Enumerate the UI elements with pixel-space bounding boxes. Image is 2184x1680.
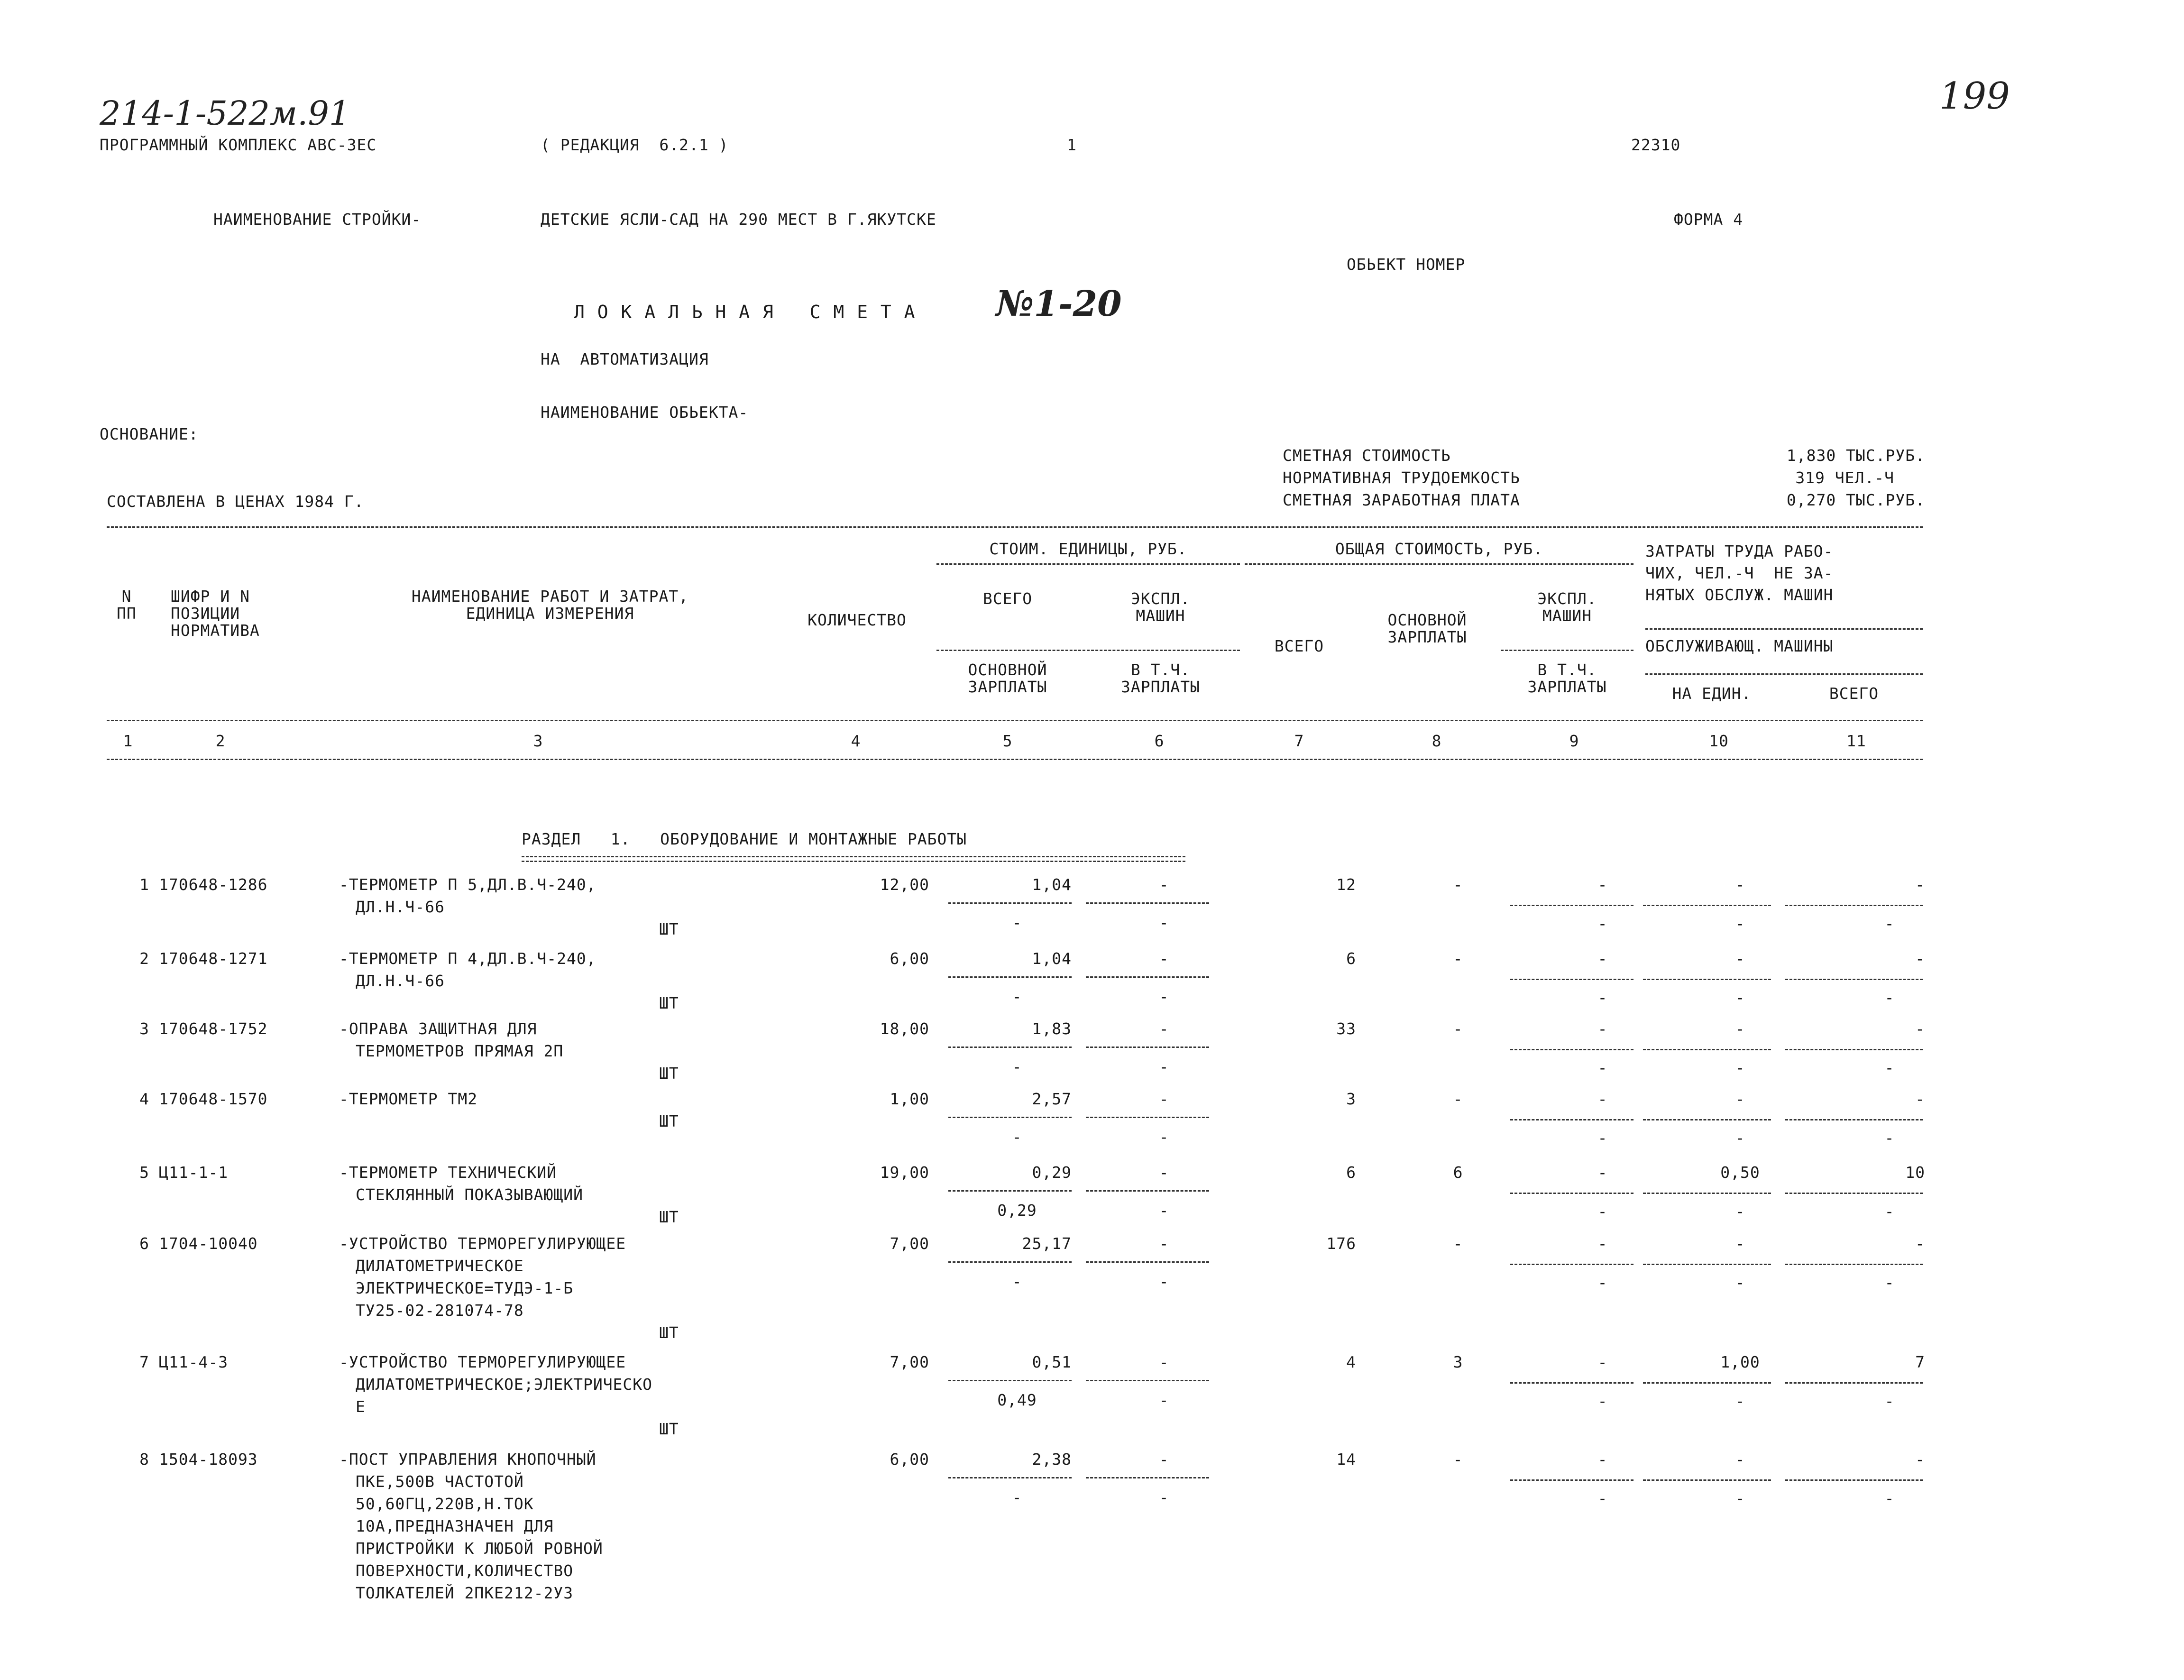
document-title: Л О К А Л Ь Н А Я С М Е Т А: [574, 302, 916, 322]
program-name: ПРОГРАММНЫЙ КОМПЛЕКС АВС-3ЕС: [100, 136, 377, 154]
row-unit: ШТ: [659, 994, 679, 1012]
row-unit-cost: 2,38: [1032, 1450, 1072, 1469]
row-total: 176: [1326, 1234, 1356, 1253]
row-unit: ШТ: [659, 1064, 679, 1083]
row-unit-incl-wage: -: [1159, 1201, 1169, 1220]
row-labor-unit-rule: [1643, 905, 1771, 906]
row-unit-base-wage: -: [1012, 1128, 1022, 1146]
row-total-incl-wage: -: [1597, 914, 1608, 933]
row-total-machines: -: [1597, 1234, 1608, 1253]
row-total: 4: [1346, 1353, 1356, 1371]
row-machines-rule: [1086, 976, 1209, 978]
row-machines-total-rule: [1510, 1479, 1633, 1481]
row-unit-machines: -: [1159, 1234, 1169, 1253]
row-labor-total: -: [1915, 875, 1925, 894]
object-name-label: НАИМЕНОВАНИЕ ОБЬЕКТА-: [541, 403, 749, 422]
row-name-line: -ПОСТ УПРАВЛЕНИЯ КНОПОЧНЫЙ: [339, 1450, 596, 1469]
row-unit-incl-wage: -: [1159, 1488, 1169, 1506]
column-number-7: 7: [1294, 732, 1304, 750]
row-labor-unit: -: [1735, 875, 1745, 894]
row-labor-unit: -: [1735, 949, 1745, 968]
total-incl-wage-line1: В Т.Ч.: [1537, 661, 1597, 679]
row-unit-incl-wage: -: [1159, 987, 1169, 1006]
total-machines-rule: [1501, 650, 1633, 651]
column-number-11: 11: [1846, 732, 1866, 750]
row-machines-rule: [1086, 1117, 1209, 1118]
row-cost-rule: [948, 976, 1072, 978]
row-code: 170648-1752: [159, 1019, 268, 1038]
row-total: 33: [1336, 1019, 1356, 1038]
unit-sub-rule: [936, 650, 1240, 651]
column-number-8: 8: [1432, 732, 1442, 750]
row-labor-total: -: [1915, 1450, 1925, 1469]
row-unit: ШТ: [659, 1112, 679, 1130]
total-incl-wage-line2: ЗАРПЛАТЫ: [1527, 678, 1607, 696]
row-name-line: СТЕКЛЯННЫЙ ПОКАЗЫВАЮЩИЙ: [356, 1185, 583, 1204]
handwritten-page-number: 199: [1939, 75, 2010, 118]
row-cost-rule: [948, 1190, 1072, 1192]
row-quantity: 6,00: [890, 949, 929, 968]
unit-incl-wage-line2: ЗАРПЛАТЫ: [1121, 678, 1200, 696]
row-name-line: -ТЕРМОМЕТР П 5,ДЛ.В.Ч-240,: [339, 875, 596, 894]
col-number-label: N: [121, 587, 132, 606]
row-code: 1704-10040: [159, 1234, 258, 1253]
row-name-line: -ТЕРМОМЕТР П 4,ДЛ.В.Ч-240,: [339, 949, 596, 968]
row-machines-total-rule: [1510, 1049, 1633, 1050]
row-machines-total-rule: [1510, 979, 1633, 980]
summary-label-wage: СМЕТНАЯ ЗАРАБОТНАЯ ПЛАТА: [1283, 491, 1520, 509]
row-labor-unit-2: -: [1735, 988, 1745, 1007]
col-name-line2: ЕДИНИЦА ИЗМЕРЕНИЯ: [466, 604, 634, 623]
row-labor-total-rule: [1785, 1193, 1923, 1194]
total-base-wage-line1: ОСНОВНОЙ: [1387, 611, 1467, 629]
row-name-line: ДИЛАТОМЕТРИЧЕСКОЕ;ЭЛЕКТРИЧЕСКО: [356, 1375, 653, 1394]
row-labor-unit: 1,00: [1720, 1353, 1760, 1371]
row-labor-total: 10: [1905, 1163, 1925, 1182]
row-total-base-wage: -: [1453, 1019, 1463, 1038]
row-machines-total-rule: [1510, 905, 1633, 906]
row-unit-base-wage: 0,29: [997, 1201, 1037, 1220]
construction-name: ДЕТСКИЕ ЯСЛИ-САД НА 290 МЕСТ В Г.ЯКУТСКЕ: [541, 210, 936, 229]
total-machines-line1: ЭКСПЛ.: [1537, 589, 1597, 608]
row-unit-machines: -: [1159, 1353, 1169, 1371]
row-name-line: -ОПРАВА ЗАЩИТНАЯ ДЛЯ: [339, 1019, 537, 1038]
row-quantity: 19,00: [880, 1163, 929, 1182]
row-labor-unit-2: -: [1735, 1202, 1745, 1221]
row-labor-unit-rule: [1643, 1264, 1771, 1265]
row-total-incl-wage: -: [1597, 1273, 1608, 1292]
row-name-line: ДИЛАТОМЕТРИЧЕСКОЕ: [356, 1257, 524, 1275]
row-labor-total-rule: [1785, 979, 1923, 980]
row-total-incl-wage: -: [1597, 1489, 1608, 1507]
labor-rule-2: [1645, 673, 1923, 675]
labor-unit-header: НА ЕДИН.: [1672, 684, 1752, 703]
unit-total-header: ВСЕГО: [982, 589, 1033, 608]
row-code: 1504-18093: [159, 1450, 258, 1469]
unit-machines-line2: МАШИН: [1136, 606, 1185, 625]
row-labor-unit-rule: [1643, 1479, 1771, 1481]
row-labor-total-rule: [1785, 1479, 1923, 1481]
row-unit-incl-wage: -: [1159, 1272, 1169, 1291]
row-unit-cost: 1,83: [1032, 1019, 1072, 1038]
summary-label-labor: НОРМАТИВНАЯ ТРУДОЕМКОСТЬ: [1283, 468, 1520, 487]
unit-incl-wage-line1: В Т.Ч.: [1130, 661, 1191, 679]
row-unit-machines: -: [1159, 949, 1169, 968]
row-number: 2: [139, 949, 149, 968]
row-cost-rule: [948, 1117, 1072, 1118]
row-labor-total-rule: [1785, 1264, 1923, 1265]
row-number: 5: [139, 1163, 149, 1182]
row-name-line: 10А,ПРЕДНАЗНАЧЕН ДЛЯ: [356, 1517, 554, 1535]
col-quantity-header: КОЛИЧЕСТВО: [808, 611, 907, 629]
row-labor-total: -: [1915, 1090, 1925, 1108]
row-machines-total-rule: [1510, 1382, 1633, 1384]
row-name-line: ЭЛЕКТРИЧЕСКОЕ=ТУДЭ-1-Б: [356, 1279, 574, 1297]
summary-value-labor: 319 ЧЕЛ.-Ч: [1795, 468, 1894, 487]
header-rule-top: [107, 526, 1923, 528]
row-name-line: ДЛ.Н.Ч-66: [356, 972, 445, 990]
row-labor-unit-rule: [1643, 979, 1771, 980]
row-unit-base-wage: -: [1012, 987, 1022, 1006]
column-number-3: 3: [533, 732, 543, 750]
row-name-line: ТЕРМОМЕТРОВ ПРЯМАЯ 2П: [356, 1042, 564, 1060]
row-machines-rule: [1086, 1190, 1209, 1192]
row-labor-unit-rule: [1643, 1382, 1771, 1384]
row-total-incl-wage: -: [1597, 1202, 1608, 1221]
row-labor-unit-rule: [1643, 1119, 1771, 1120]
row-total-base-wage: -: [1453, 1450, 1463, 1469]
summary-label-cost: СМЕТНАЯ СТОИМОСТЬ: [1283, 446, 1451, 465]
row-name-line: ДЛ.Н.Ч-66: [356, 898, 445, 916]
row-name-line: -УСТРОЙСТВО ТЕРМОРЕГУЛИРУЮЩЕЕ: [339, 1234, 626, 1253]
row-name-line: 50,60ГЦ,220В,Н.ТОК: [356, 1495, 534, 1513]
row-unit-machines: -: [1159, 1090, 1169, 1108]
row-total-base-wage: 6: [1453, 1163, 1463, 1182]
row-total-machines: -: [1597, 1450, 1608, 1469]
unit-cost-header: СТОИМ. ЕДИНИЦЫ, РУБ.: [989, 540, 1187, 558]
summary-value-cost: 1,830 ТЫС.РУБ.: [1786, 446, 1925, 465]
row-unit-incl-wage: -: [1159, 1057, 1169, 1076]
unit-incl-wage-header: [1086, 661, 1235, 696]
row-labor-total-rule: [1785, 1119, 1923, 1120]
row-labor-unit: -: [1735, 1019, 1745, 1038]
row-labor-unit: -: [1735, 1234, 1745, 1253]
sheet-number: 1: [1067, 136, 1077, 154]
row-unit-cost: 1,04: [1032, 875, 1072, 894]
column-number-2: 2: [215, 732, 226, 750]
row-machines-total-rule: [1510, 1193, 1633, 1194]
row-labor-total-2: -: [1884, 1058, 1895, 1077]
row-unit-cost: 2,57: [1032, 1090, 1072, 1108]
labor-header: [1645, 541, 1834, 606]
row-name-line: -ТЕРМОМЕТР ТЕХНИЧЕСКИЙ: [339, 1163, 557, 1182]
row-total-base-wage: -: [1453, 1234, 1463, 1253]
col-code-line2: ПОЗИЦИИ: [171, 604, 240, 623]
col-number-sublabel: ПП: [117, 604, 137, 623]
row-total-base-wage: -: [1453, 949, 1463, 968]
row-labor-total-2: -: [1884, 1129, 1895, 1147]
row-total-incl-wage: -: [1597, 1129, 1608, 1147]
labor-service-header: ОБСЛУЖИВАЮЩ. МАШИНЫ: [1645, 637, 1834, 655]
row-unit-machines: -: [1159, 1450, 1169, 1469]
row-unit-machines: -: [1159, 875, 1169, 894]
row-unit-machines: -: [1159, 1163, 1169, 1182]
col-code-line1: ШИФР И N: [171, 587, 250, 606]
col-code-line3: НОРМАТИВА: [171, 621, 260, 640]
labor-line1: ЗАТРАТЫ ТРУДА РАБО-: [1645, 542, 1834, 560]
row-labor-total-2: -: [1884, 988, 1895, 1007]
row-machines-rule: [1086, 902, 1209, 904]
row-unit-machines: -: [1159, 1019, 1169, 1038]
unit-base-wage-line2: ЗАРПЛАТЫ: [968, 678, 1047, 696]
row-total: 6: [1346, 949, 1356, 968]
col-name-header: [332, 588, 768, 622]
row-total: 14: [1336, 1450, 1356, 1469]
labor-line3: НЯТЫХ ОБСЛУЖ. МАШИН: [1645, 586, 1834, 604]
row-unit-cost: 1,04: [1032, 949, 1072, 968]
row-labor-unit-2: -: [1735, 1392, 1745, 1410]
row-total-machines: -: [1597, 949, 1608, 968]
row-labor-unit-rule: [1643, 1193, 1771, 1194]
column-number-10: 10: [1709, 732, 1729, 750]
row-machines-total-rule: [1510, 1264, 1633, 1265]
row-number: 4: [139, 1090, 149, 1108]
col-code-header: [171, 588, 260, 639]
row-labor-total-rule: [1785, 1049, 1923, 1050]
row-quantity: 7,00: [890, 1234, 929, 1253]
column-numbers-rule: [107, 759, 1923, 760]
row-cost-rule: [948, 1261, 1072, 1263]
document-code: 22310: [1631, 136, 1681, 154]
row-total-base-wage: -: [1453, 875, 1463, 894]
row-total-incl-wage: -: [1597, 988, 1608, 1007]
row-number: 6: [139, 1234, 149, 1253]
row-labor-total: -: [1915, 949, 1925, 968]
unit-machines-header: [1086, 590, 1235, 624]
row-machines-total-rule: [1510, 1119, 1633, 1120]
header-rule-bottom: [107, 720, 1923, 721]
row-labor-unit: -: [1735, 1090, 1745, 1108]
column-number-4: 4: [851, 732, 861, 750]
unit-cost-rule: [936, 563, 1240, 565]
row-total: 12: [1336, 875, 1356, 894]
row-machines-rule: [1086, 1380, 1209, 1381]
row-name-line: ПОВЕРХНОСТИ,КОЛИЧЕСТВО: [356, 1561, 574, 1580]
total-machines-line2: МАШИН: [1542, 606, 1592, 625]
labor-rule-1: [1645, 628, 1923, 630]
row-unit: ШТ: [659, 1420, 679, 1438]
row-quantity: 1,00: [890, 1090, 929, 1108]
total-base-wage-header: [1358, 612, 1496, 646]
row-name-line: ПКЕ,500В ЧАСТОТОЙ: [356, 1472, 524, 1491]
unit-base-wage-line1: ОСНОВНОЙ: [968, 661, 1047, 679]
row-labor-unit-2: -: [1735, 914, 1745, 933]
basis-label: ОСНОВАНИЕ:: [100, 425, 199, 443]
row-total-base-wage: -: [1453, 1090, 1463, 1108]
row-labor-total-2: -: [1884, 1489, 1895, 1507]
total-incl-wage-header: [1501, 661, 1633, 696]
row-unit-cost: 25,17: [1022, 1234, 1072, 1253]
col-name-line1: НАИМЕНОВАНИЕ РАБОТ И ЗАТРАТ,: [411, 587, 689, 606]
row-cost-rule: [948, 1047, 1072, 1048]
row-total-machines: -: [1597, 1163, 1608, 1182]
row-total-machines: -: [1597, 1090, 1608, 1108]
column-number-1: 1: [123, 732, 133, 750]
total-all-header: ВСЕГО: [1274, 637, 1324, 655]
handwritten-doc-code: 214-1-522м.91: [100, 94, 350, 133]
row-unit-base-wage: -: [1012, 1057, 1022, 1076]
row-name-line: ТУ25-02-281074-78: [356, 1301, 524, 1320]
row-total-machines: -: [1597, 1019, 1608, 1038]
row-number: 8: [139, 1450, 149, 1469]
labor-total-header: ВСЕГО: [1829, 684, 1879, 703]
section-underline: [522, 856, 1185, 862]
row-quantity: 18,00: [880, 1019, 929, 1038]
row-labor-total: -: [1915, 1234, 1925, 1253]
row-name-line: ТОЛКАТЕЛЕЙ 2ПКЕ212-2УЗ: [356, 1584, 574, 1602]
row-unit-cost: 0,51: [1032, 1353, 1072, 1371]
estimate-subject: НА АВТОМАТИЗАЦИЯ: [541, 350, 709, 368]
total-cost-header: ОБЩАЯ СТОИМОСТЬ, РУБ.: [1335, 540, 1543, 558]
row-unit: ШТ: [659, 1208, 679, 1226]
labor-line2: ЧИХ, ЧЕЛ.-Ч НЕ ЗА-: [1645, 564, 1834, 582]
form-label: ФОРМА 4: [1674, 210, 1744, 229]
row-total-machines: -: [1597, 1353, 1608, 1371]
handwritten-estimate-number: №1-20: [996, 284, 1122, 324]
column-number-6: 6: [1154, 732, 1165, 750]
row-name-line: -УСТРОЙСТВО ТЕРМОРЕГУЛИРУЮЩЕЕ: [339, 1353, 626, 1371]
row-cost-rule: [948, 902, 1072, 904]
row-labor-total: 7: [1915, 1353, 1925, 1371]
row-machines-rule: [1086, 1261, 1209, 1263]
row-number: 3: [139, 1019, 149, 1038]
row-labor-total-2: -: [1884, 1273, 1895, 1292]
row-labor-unit-rule: [1643, 1049, 1771, 1050]
row-labor-total-2: -: [1884, 914, 1895, 933]
total-machines-header: [1501, 590, 1633, 624]
row-total-base-wage: 3: [1453, 1353, 1463, 1371]
column-number-5: 5: [1002, 732, 1013, 750]
summary-value-wage: 0,270 ТЫС.РУБ.: [1786, 491, 1925, 509]
row-unit: ШТ: [659, 920, 679, 938]
row-labor-total: -: [1915, 1019, 1925, 1038]
row-name-line: Е: [356, 1397, 366, 1416]
price-basis: СОСТАВЛЕНА В ЦЕНАХ 1984 Г.: [107, 492, 364, 511]
row-total: 3: [1346, 1090, 1356, 1108]
row-total-incl-wage: -: [1597, 1058, 1608, 1077]
row-quantity: 12,00: [880, 875, 929, 894]
row-total: 6: [1346, 1163, 1356, 1182]
row-cost-rule: [948, 1477, 1072, 1478]
row-quantity: 7,00: [890, 1353, 929, 1371]
row-labor-total-rule: [1785, 1382, 1923, 1384]
row-total-incl-wage: -: [1597, 1392, 1608, 1410]
row-machines-rule: [1086, 1047, 1209, 1048]
row-code: 170648-1286: [159, 875, 268, 894]
row-code: Ц11-4-3: [159, 1353, 229, 1371]
row-number: 1: [139, 875, 149, 894]
row-labor-unit: 0,50: [1720, 1163, 1760, 1182]
row-labor-unit: -: [1735, 1450, 1745, 1469]
row-labor-unit-2: -: [1735, 1058, 1745, 1077]
column-number-9: 9: [1569, 732, 1579, 750]
row-labor-unit-2: -: [1735, 1489, 1745, 1507]
total-cost-rule: [1245, 563, 1633, 565]
row-labor-total-rule: [1785, 905, 1923, 906]
row-number: 7: [139, 1353, 149, 1371]
row-unit-base-wage: -: [1012, 1488, 1022, 1506]
row-cost-rule: [948, 1380, 1072, 1381]
row-labor-total-2: -: [1884, 1202, 1895, 1221]
row-unit-incl-wage: -: [1159, 1128, 1169, 1146]
section-title: РАЗДЕЛ 1. ОБОРУДОВАНИЕ И МОНТАЖНЫЕ РАБОТЫ: [522, 830, 967, 848]
unit-machines-line1: ЭКСПЛ.: [1130, 589, 1191, 608]
row-unit-incl-wage: -: [1159, 913, 1169, 932]
total-base-wage-line2: ЗАРПЛАТЫ: [1387, 628, 1467, 646]
row-labor-total-2: -: [1884, 1392, 1895, 1410]
row-unit-cost: 0,29: [1032, 1163, 1072, 1182]
object-number: ОБЬЕКТ НОМЕР: [1347, 255, 1466, 274]
row-labor-unit-2: -: [1735, 1129, 1745, 1147]
construction-label: НАИМЕНОВАНИЕ СТРОЙКИ-: [213, 210, 422, 229]
row-unit-base-wage: -: [1012, 1272, 1022, 1291]
row-total-machines: -: [1597, 875, 1608, 894]
row-unit-incl-wage: -: [1159, 1391, 1169, 1409]
row-labor-unit-2: -: [1735, 1273, 1745, 1292]
col-number-header: [110, 588, 143, 622]
row-unit: ШТ: [659, 1323, 679, 1342]
row-machines-rule: [1086, 1477, 1209, 1478]
row-name-line: ПРИСТРОЙКИ К ЛЮБОЙ РОВНОЙ: [356, 1539, 603, 1558]
program-edition: ( РЕДАКЦИЯ 6.2.1 ): [541, 136, 729, 154]
row-name-line: -ТЕРМОМЕТР ТМ2: [339, 1090, 478, 1108]
row-unit-base-wage: 0,49: [997, 1391, 1037, 1409]
unit-base-wage-header: [936, 661, 1079, 696]
row-code: 170648-1271: [159, 949, 268, 968]
row-code: Ц11-1-1: [159, 1163, 229, 1182]
row-unit-base-wage: -: [1012, 913, 1022, 932]
row-quantity: 6,00: [890, 1450, 929, 1469]
row-code: 170648-1570: [159, 1090, 268, 1108]
